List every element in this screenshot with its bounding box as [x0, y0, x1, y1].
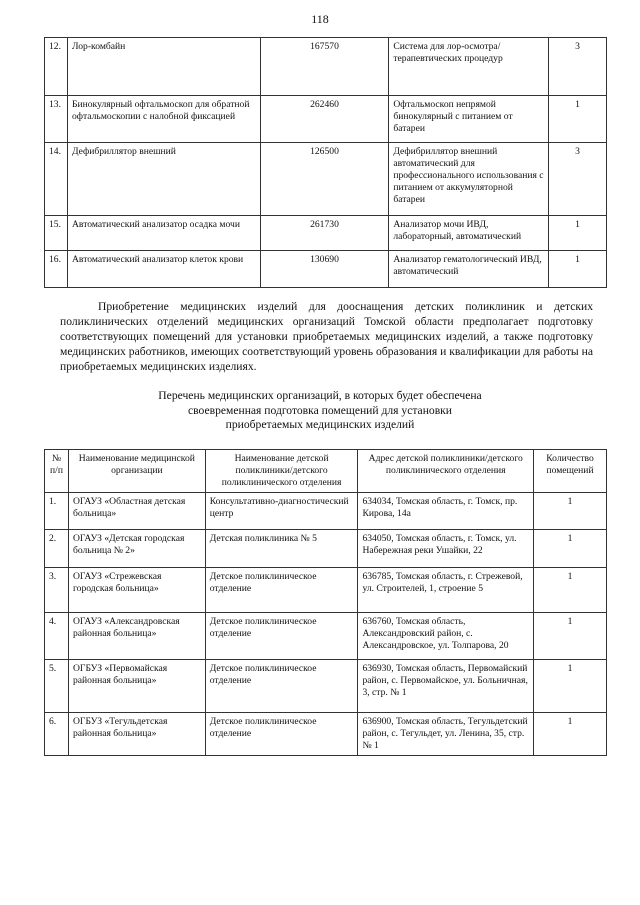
header-org: Наименование медицинской организации	[68, 450, 205, 493]
table-row	[45, 96, 607, 143]
table-row	[45, 143, 607, 216]
table-row	[45, 713, 607, 756]
cell-qty: 1	[549, 251, 607, 288]
cell-qty: 1	[534, 713, 607, 756]
equipment-table	[44, 37, 607, 288]
cell-name: Лор-комбайн	[67, 38, 260, 96]
heading-line: Перечень медицинских организаций, в которых будет обеспечена	[158, 389, 482, 402]
organizations-table	[44, 449, 607, 756]
table-row	[45, 493, 607, 530]
cell-num: 4.	[45, 613, 69, 660]
cell-num: 16.	[45, 251, 68, 288]
cell-org: ОГАУЗ «Областная детская больница»	[68, 493, 205, 530]
cell-addr: 636900, Томская область, Тегульдетский район, с. Тегульдет, ул. Ленина, 35, стр. № 1	[358, 713, 534, 756]
cell-unit: Консультативно-диагностический центр	[205, 493, 358, 530]
cell-addr: 636930, Томская область, Первомайский район, с. Первомайское, ул. Больничная, 3, стр. № 1	[358, 660, 534, 713]
cell-qty: 1	[549, 216, 607, 251]
cell-org: ОГАУЗ «Стрежевская городская больница»	[68, 568, 205, 613]
cell-addr: 634034, Томская область, г. Томск, пр. Кирова, 14а	[358, 493, 534, 530]
cell-num: 14.	[45, 143, 68, 216]
body-paragraph: Приобретение медицинских изделий для дооснащения детских поликлиник и детских поликлинических отделений медицинских организаций Томской области предполагает подготовку соответствующих помещений для установки приобретаемых медицинских изделий, а также подготовку медицинских работников, имеющих соответствующий уровень образования и квалификации для работы на приобретаемых медицинских изделиях.	[60, 300, 593, 373]
cell-qty: 1	[549, 96, 607, 143]
cell-unit: Детское поликлиническое отделение	[205, 660, 358, 713]
cell-org: ОГАУЗ «Александровская районная больница»	[68, 613, 205, 660]
cell-desc: Анализатор гематологический ИВД, автоматический	[389, 251, 549, 288]
cell-qty: 3	[549, 143, 607, 216]
cell-name: Бинокулярный офтальмоскоп для обратной офтальмоскопии с налобной фиксацией	[67, 96, 260, 143]
cell-num: 5.	[45, 660, 69, 713]
table-row	[45, 660, 607, 713]
cell-addr: 636785, Томская область, г. Стрежевой, ул. Строителей, 1, строение 5	[358, 568, 534, 613]
header-address: Адрес детской поликлиники/детского поликлинического отделения	[358, 450, 534, 493]
cell-qty: 1	[534, 660, 607, 713]
cell-num: 3.	[45, 568, 69, 613]
cell-name: Дефибриллятор внешний	[67, 143, 260, 216]
heading-line: своевременная подготовка помещений для установки	[187, 403, 453, 417]
cell-unit: Детское поликлиническое отделение	[205, 568, 358, 613]
header-num: № п/п	[45, 450, 69, 493]
cell-unit: Детское поликлиническое отделение	[205, 713, 358, 756]
cell-code: 261730	[260, 216, 389, 251]
cell-code: 167570	[260, 38, 389, 96]
cell-org: ОГАУЗ «Детская городская больница № 2»	[68, 530, 205, 568]
cell-desc: Дефибриллятор внешний автоматический для профессионального использования с питанием от аккумуляторной батареи	[389, 143, 549, 216]
cell-code: 126500	[260, 143, 389, 216]
cell-qty: 1	[534, 493, 607, 530]
cell-unit: Детское поликлиническое отделение	[205, 613, 358, 660]
cell-addr: 634050, Томская область, г. Томск, ул. Набережная реки Ушайки, 22	[358, 530, 534, 568]
cell-qty: 1	[534, 530, 607, 568]
cell-qty: 1	[534, 568, 607, 613]
table-row	[45, 38, 607, 96]
table-row	[45, 216, 607, 251]
cell-name: Автоматический анализатор осадка мочи	[67, 216, 260, 251]
header-qty: Количество помещений	[534, 450, 607, 493]
section-heading	[0, 389, 640, 433]
table-row	[45, 251, 607, 288]
cell-desc: Анализатор мочи ИВД, лабораторный, автоматический	[389, 216, 549, 251]
cell-unit: Детская поликлиника № 5	[205, 530, 358, 568]
page-number: 118	[311, 12, 329, 26]
cell-addr: 636760, Томская область, Александровский район, с. Александровское, ул. Толпарова, 20	[358, 613, 534, 660]
cell-code: 130690	[260, 251, 389, 288]
heading-line: приобретаемых медицинских изделий	[225, 418, 415, 431]
cell-qty: 3	[549, 38, 607, 96]
cell-num: 15.	[45, 216, 68, 251]
header-unit: Наименование детской поликлиники/детского поликлинического отделения	[205, 450, 358, 493]
cell-num: 2.	[45, 530, 69, 568]
cell-name: Автоматический анализатор клеток крови	[67, 251, 260, 288]
cell-num: 12.	[45, 38, 68, 96]
cell-qty: 1	[534, 613, 607, 660]
cell-code: 262460	[260, 96, 389, 143]
table-row	[45, 613, 607, 660]
cell-org: ОГБУЗ «Тегульдетская районная больница»	[68, 713, 205, 756]
cell-desc: Система для лор-осмотра/терапевтических процедур	[389, 38, 549, 96]
cell-desc: Офтальмоскоп непрямой бинокулярный с питанием от батареи	[389, 96, 549, 143]
table-header-row	[45, 450, 607, 493]
table-row	[45, 568, 607, 613]
cell-num: 6.	[45, 713, 69, 756]
table-row	[45, 530, 607, 568]
cell-org: ОГБУЗ «Первомайская районная больница»	[68, 660, 205, 713]
cell-num: 1.	[45, 493, 69, 530]
cell-num: 13.	[45, 96, 68, 143]
